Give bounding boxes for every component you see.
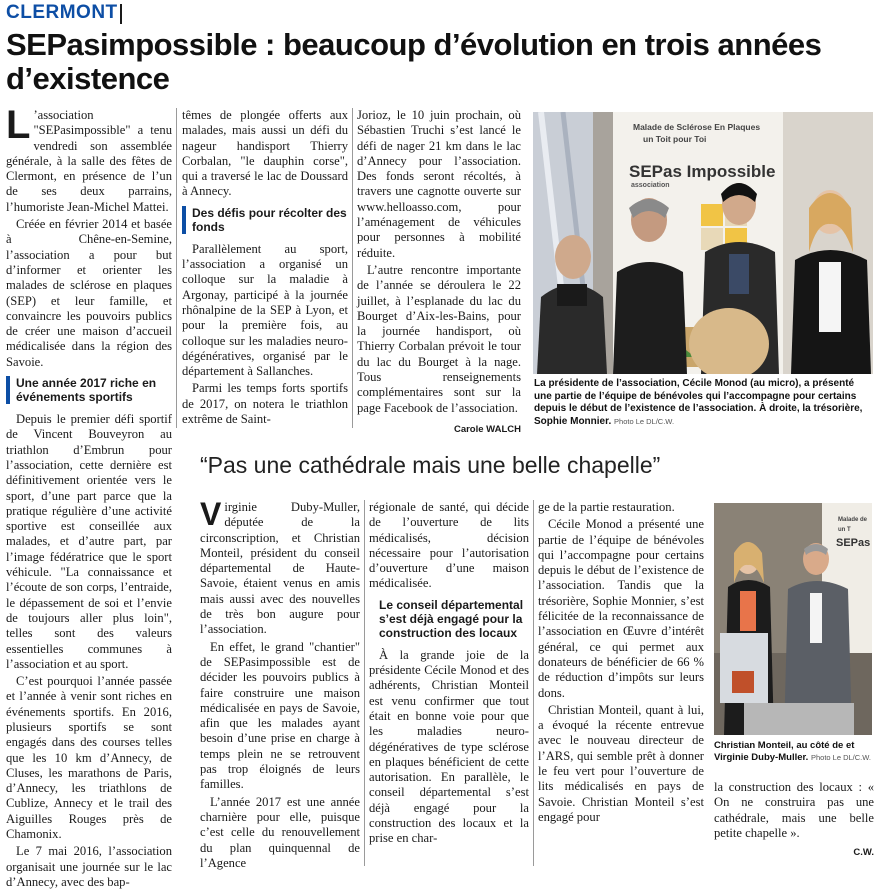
banner-title: SEPas Impossible (629, 162, 776, 181)
article2-column3 (538, 500, 704, 827)
photo-assembly (533, 112, 873, 374)
photo-credit: Photo Le DL/C.W. (614, 416, 675, 426)
article2-paragraph-1: Virginie Duby-Muller, députée de la circonscription, et Christian Monteil, président du conseil départemental de Haute-Savoie, étaient venus en amis mais aussi avec des nouvelles de très bon augure pour l’association. (200, 496, 360, 637)
banner-subtitle: association (631, 182, 670, 189)
photo2-credit: Photo Le DL/C.W. (810, 753, 871, 762)
column-rule (176, 108, 177, 428)
article2-column2 (369, 500, 529, 849)
article1-paragraph-4: C’est pourquoi l’année passée et l’année à venir sont riches en événements sportifs. En 2016, plusieurs sportifs se sont engagés dans des courses telles que les 10 km d’Annecy, de Cluses, les marathons de Paris, d’Annecy, les triathlons de Cublize, Annecy et le trail des Aiguilles Rouges près de Chamonix. (6, 674, 172, 842)
article2-col3-paragraph-3: Christian Monteil, quant à lui, a évoqué la récente entrevue avec le nouveau directeur de l’ARS, qui semble prêt à donner le feu vert pour l’ouverture de lits médicalisés en pays de Savoie. Christian Monteil s’est engagé pour (538, 702, 704, 824)
banner-line-1: Malade de Sclérose En Plaques (633, 122, 761, 132)
article2-subhead: Le conseil départemental s’est déjà engagé pour la construction des locaux (379, 597, 524, 640)
article1-col2-paragraph-3: Parmi les temps forts sportifs de 2017, on notera le triathlon extrême de Saint- (182, 381, 348, 427)
article1-col3-paragraph-1: Jorioz, le 10 juin prochain, où Sébastien Truchi s’est lancé le défi de nager 21 km dans le lac d’Annecy pour l’association. Des fonds seront récoltés, à travers une cagnotte ouverte sur www.helloasso.com, pour l’aménagement de véhicules pour personnes à mobilité réduite. (357, 108, 521, 260)
photo2-banner-line-1: Malade de (838, 517, 868, 523)
article2-title: “Pas une cathédrale mais une belle chapelle” (200, 452, 661, 478)
article1-paragraph-5: Le 7 mai 2016, l’association organisait une journée sur le lac d’Annecy, avec des bap- (6, 844, 172, 889)
article2-column1 (200, 496, 360, 873)
article2-col3-paragraph-1: ge de la partie restauration. (538, 500, 675, 514)
article1-column1 (6, 103, 172, 892)
article2-byline: C.W. (853, 847, 874, 859)
article2-col3-paragraph-2: Cécile Monod a présenté une partie de l’équipe de bénévoles qui l’accompagne pour certains depuis le début de l’existence de l’association. Tandis que la trésorière, Sophie Monnier, s’est félicitée de la reconnaissance de l’association en Œuvre d’intérêt général, ce qui permet aux donateurs de bénéficier de 66 % de réduction d’impôts sur leurs dons. (538, 517, 704, 700)
headline: SEPasimpossible : beaucoup d’évolution en trois années d’existence (6, 27, 822, 96)
photo2-banner-title: SEPas (836, 537, 871, 549)
article1-paragraph-3: Depuis le premier défi sportif de Vincent Bouveyron au triathlon d’Embrun pour l’association, cette dernière est définitivement orientée vers le sport, d’une part parce que la pratique régulière d’une activité sportive est conseillée aux malades, et d’autre part, par l’image fédératrice que le sport véhicule. "La connaissance et l’écoute de son corps, l’entraide, le dépassement de soi et l’envie de toujours aller plus loin", telles sont des valeurs essentielles communes à l’association et au sport. (6, 412, 172, 671)
article1-col2-paragraph-2: Parallèlement au sport, l’association a organisé un colloque sur la maladie à Argonay, participé à la journée rhônalpine de la SEP à Lyon, et pour la première fois, au colloque sur les maladies neuro-dégénératives, organisé par le département à Sallanches. (182, 241, 348, 379)
article1-subhead-2: Des défis pour récolter des fonds (182, 206, 348, 234)
photo-monteil (714, 503, 872, 735)
byline: Carole WALCH (453, 423, 521, 435)
article2-col4-paragraph-1: la construction des locaux : « On ne construira pas une cathédrale, mais une belle petite chapelle ». (714, 780, 874, 840)
article2-col2-paragraph-2: À la grande joie de la présidente Cécile Monod et des adhérents, Christian Monteil est venu confirmer que tout était en bonne voie pour que les maladies neuro-dégénératives de type sclérose en plaques bénéficient de cette autorisation. En parallèle, le conseil départemental s’est déjà engagé pour la construction des locaux et la prise en char- (369, 647, 529, 846)
photo-assembly-caption: La présidente de l’association, Cécile Monod (au micro), a présenté une partie de l’équipe de bénévoles qui l’accompagne pour certains depuis le début de l’existence de l’association. À droite, la trésorière, Sophie Monnier. Photo Le DL/C.W. (534, 378, 863, 427)
article1-paragraph-1: L ’association "SEPasimpossible" a tenu vendredi son assemblée générale, à la salle des fêtes de Clermont, en présence de l’un de ses deux parrains, l’humoriste Jean-Michel Mattei. (6, 103, 172, 214)
column-rule (364, 500, 365, 866)
column-rule (352, 108, 353, 428)
photo-monteil-caption: Christian Monteil, au côté de et Virginie Duby-Muller. Photo Le DL/C.W. (714, 740, 871, 763)
dropcap: L (6, 103, 31, 147)
article2-col2-paragraph-1: régionale de santé, qui décide de l’ouverture de lits médicalisés, décision nécessaire pour l’autorisation d’ouverture d’une maison médicalisée. (369, 500, 529, 591)
article2-column4 (714, 780, 874, 860)
article1-paragraph-2: Créée en février 2014 et basée à Chêne-en-Semine, l’association a pour but d’informer et orienter les malades de sclérose en plaques (SEP) et leur famille, et convaincre les pouvoirs publics de créer une maison d’accueil médicalisée dans la région des Savoie. (6, 217, 172, 369)
photo-assembly-image (533, 112, 873, 374)
article1-col2-paragraph-1: têmes de plongée offerts aux malades, mais aussi un défi du nageur handisport Thierry Corbalan, "le dauphin corse", qui a traversé le lac de Doussard à Annecy. (182, 108, 348, 199)
article2-paragraph-3: L’année 2017 est une année charnière pour elle, puisque c’est celle du renouvellement du plan quinquennal de l’Agence (200, 794, 360, 870)
article1-column2 (182, 108, 348, 429)
banner-line-2: un Toit pour Toi (643, 134, 707, 144)
dropcap: V (200, 496, 222, 532)
article2-paragraph-2: En effet, le grand "chantier" de SEPasimpossible est de décider les pouvoirs publics à faire construire une maison médicalisée en pays de Savoie, afin que les malades ayant besoin d’une prise en charge à temps plein ne se retrouvent pas trop éloignés de leurs familles. (200, 639, 360, 792)
article1-column3 (357, 108, 521, 437)
section-divider (120, 4, 122, 24)
article1-col3-paragraph-2: L’autre rencontre importante de l’année se déroulera le 22 juillet, à l’esplanade du lac du Bourget d’Aix-les-Bains, pour la journée handisport, où Thierry Corbalan prévoit le tour du lac du Bourget à la nage. Tous renseignements complémentaires sont sur la page Facebook de l’association. (357, 262, 521, 415)
column-rule (533, 500, 534, 866)
photo2-banner-line-2: un T (838, 527, 851, 533)
article1-subhead-1: Une année 2017 riche en événements sportifs (6, 376, 172, 404)
section-label: CLERMONT (6, 2, 118, 23)
